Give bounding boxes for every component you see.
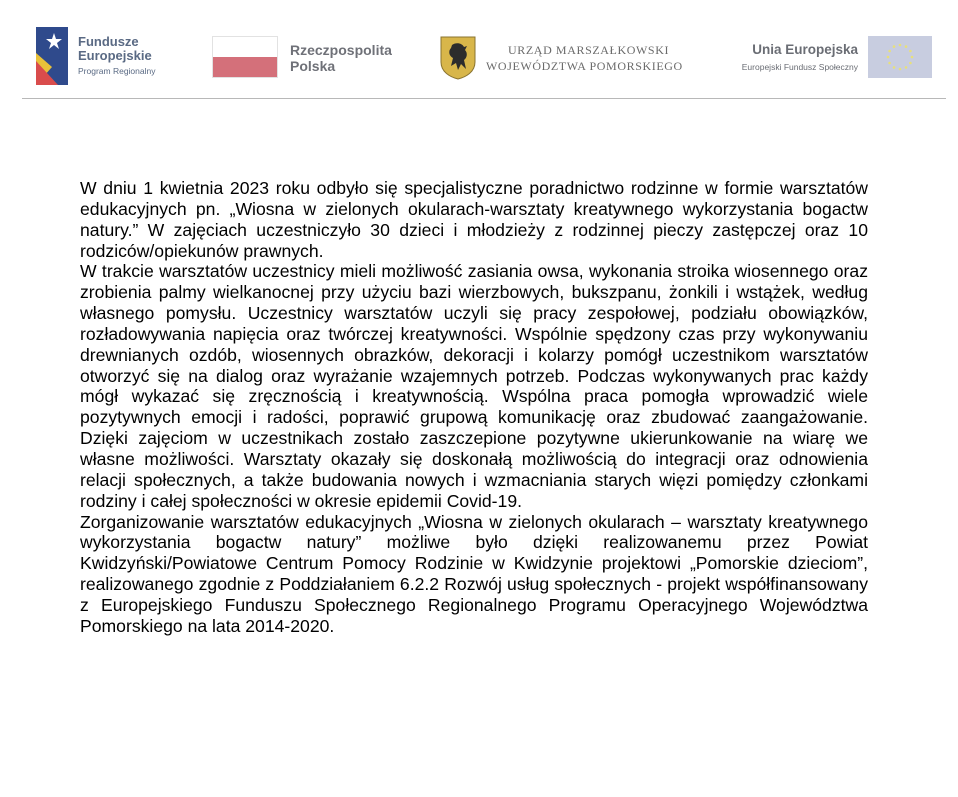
urzad-marszalkowski-logo [440, 36, 690, 82]
rp-line1: Rzeczpospolita [290, 42, 392, 58]
fe-line1: Fundusze [78, 34, 139, 49]
pomeranian-griffin-shield-icon [440, 36, 476, 80]
eu-flag-icon [868, 36, 932, 78]
document-body [80, 178, 868, 637]
paragraph-1: W dniu 1 kwietnia 2023 roku odbyło się specjalistyczne poradnictwo rodzinne w formie warsztatów edukacyjnych pn. „Wiosna w zielonych okularach-warsztaty kreatywnego wykorzystania bogactw natury.” W zajęciach uczestniczyło 30 dzieci i młodzieży z rodzinnej pieczy zastępczej oraz 10 rodziców/opiekunów prawnych. [80, 178, 868, 261]
header-divider [22, 98, 946, 99]
ue-line1: Unia Europejska [752, 42, 858, 57]
um-line2: WOJEWÓDZTWA POMORSKIEGO [486, 59, 683, 73]
paragraph-3: Zorganizowanie warsztatów edukacyjnych „Wiosna w zielonych okularach – warsztaty kreatywnego wykorzystania bogactw natury” możliwe było dzięki realizowanemu przez Powiat Kwidzyński/Powiatowe Centrum Pomocy Rodzinie w Kwidzynie projektowi „Pomorskie dzieciom”, realizowanego zgodnie z Poddziałaniem 6.2.2 Rozwój usług społecznych - projekt współfinansowany z Europejskiego Funduszu Społecznego Regionalnego Programu Operacyjnego Województwa Pomorskiego na lata 2014-2020. [80, 511, 868, 636]
paragraph-2: W trakcie warsztatów uczestnicy mieli możliwość zasiania owsa, wykonania stroika wiosennego oraz zrobienia palmy wielkanocnej przy użyciu bazi wierzbowych, bukszpanu, żonkili i wstążek, według własnego pomysłu. Uczestnicy warsztatów uczyli się pracy zespołowej, podziału obowiązków, rozładowywania napięcia oraz twórczej kreatywności. Wspólnie spędzony czas przy wykonywaniu drewnianych ozdób, wiosennych obrazków, dekoracji i kolarzy pomógł uczestnikom warsztatów otworzyć się na dialog oraz wyrażanie wzajemnych potrzeb. Podczas wykonywanych prac każdy mógł wykazać się zręcznością i kreatywnością. Wspólna praca pomogła wprowadzić wiele pozytywnych emocji i radości, poprawić grupową komunikację oraz zbudować zaangażowanie. Dzięki zajęciom w uczestnikach zostało zaszczepione pozytywne ukierunkowanie na wiarę we własne możliwości. Warsztaty okazały się doskonałą możliwością do integracji oraz odnowienia relacji społecznych, a także budowania nowych i wzmacniania starych więzi pomiędzy członkami rodziny i całej społeczności w okresie epidemii Covid-19. [80, 261, 868, 511]
fe-line3: Program Regionalny [78, 66, 156, 76]
logo-header [0, 0, 958, 100]
rzeczpospolita-polska-logo [212, 36, 402, 80]
polish-flag-icon [212, 36, 278, 78]
fe-line2: Europejskie [78, 48, 152, 63]
unia-europejska-logo [718, 36, 934, 80]
fundusze-europejskie-star-icon [36, 27, 68, 85]
ue-line2: Europejski Fundusz Społeczny [741, 62, 858, 72]
um-line1: URZĄD MARSZAŁKOWSKI [508, 43, 670, 57]
rp-line2: Polska [290, 58, 336, 74]
fundusze-europejskie-logo [36, 27, 186, 87]
